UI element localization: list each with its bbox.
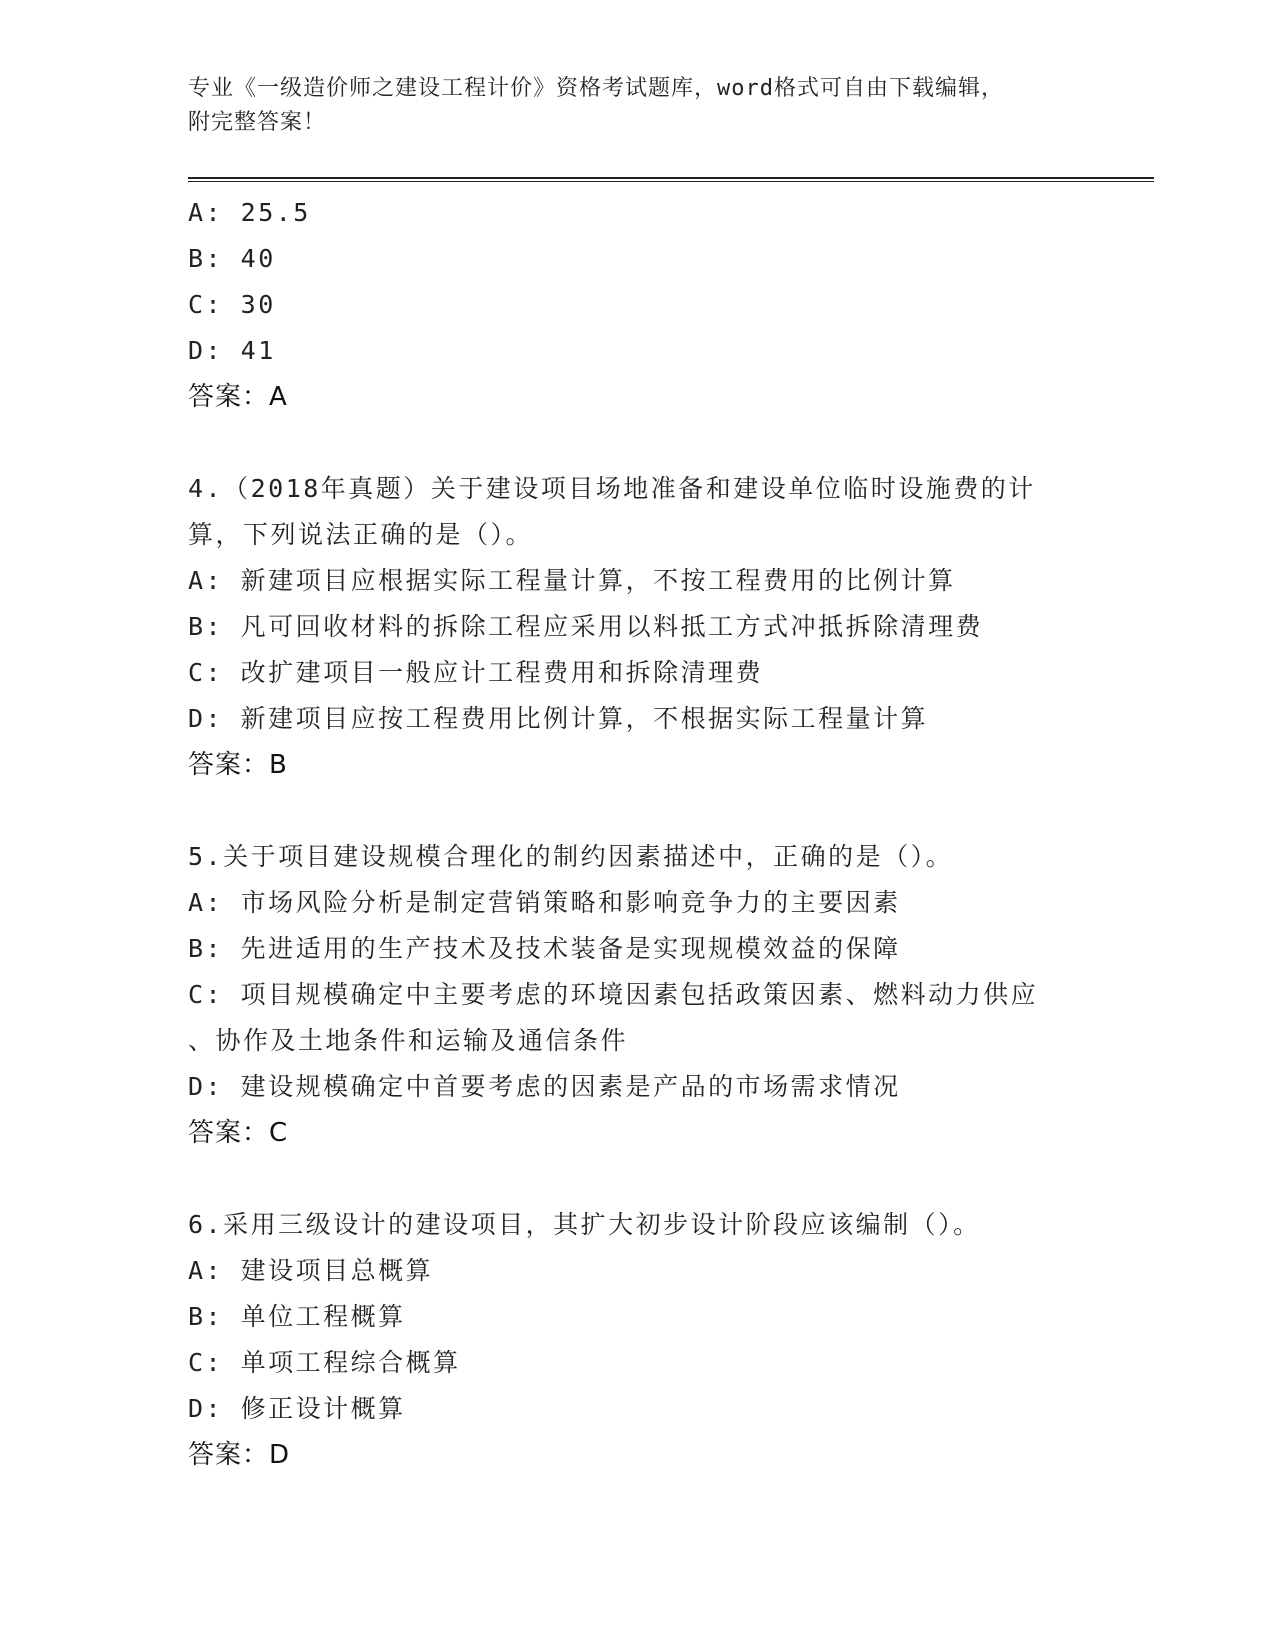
option-d: D: 修正设计概算 bbox=[188, 1394, 406, 1423]
spacer bbox=[188, 420, 1148, 466]
spacer bbox=[188, 788, 1148, 834]
option-c: C: 项目规模确定中主要考虑的环境因素包括政策因素、燃料动力供应 bbox=[188, 980, 1039, 1009]
document-header bbox=[188, 72, 1088, 140]
option-a: A: 建设项目总概算 bbox=[188, 1256, 434, 1285]
question-4 bbox=[188, 466, 1148, 788]
option-b: B: 40 bbox=[188, 244, 276, 273]
answer: 答案：C bbox=[188, 1118, 289, 1148]
option-b: B: 单位工程概算 bbox=[188, 1302, 406, 1331]
question-list bbox=[188, 190, 1148, 1478]
option-b: B: 先进适用的生产技术及技术装备是实现规模效益的保障 bbox=[188, 934, 901, 963]
option-c: C: 改扩建项目一般应计工程费用和拆除清理费 bbox=[188, 658, 764, 687]
header-line-1: 专业《一级造价师之建设工程计价》资格考试题库，word格式可自由下载编辑， bbox=[188, 76, 1004, 101]
question-stem: 4.（2018年真题）关于建设项目场地准备和建设单位临时设施费的计 bbox=[188, 474, 1036, 503]
option-c: C: 单项工程综合概算 bbox=[188, 1348, 461, 1377]
header-divider bbox=[188, 177, 1154, 182]
option-c-continued: 、协作及土地条件和运输及通信条件 bbox=[188, 1026, 629, 1055]
spacer bbox=[188, 1156, 1148, 1202]
question-stem: 5.关于项目建设规模合理化的制约因素描述中，正确的是（）。 bbox=[188, 842, 954, 871]
option-a: A: 25.5 bbox=[188, 198, 311, 227]
option-c: C: 30 bbox=[188, 290, 276, 319]
option-a: A: 市场风险分析是制定营销策略和影响竞争力的主要因素 bbox=[188, 888, 901, 917]
option-d: D: 建设规模确定中首要考虑的因素是产品的市场需求情况 bbox=[188, 1072, 901, 1101]
question-3 bbox=[188, 190, 1148, 420]
question-5 bbox=[188, 834, 1148, 1156]
question-stem: 6.采用三级设计的建设项目，其扩大初步设计阶段应该编制（）。 bbox=[188, 1210, 981, 1239]
question-6 bbox=[188, 1202, 1148, 1478]
option-b: B: 凡可回收材料的拆除工程应采用以料抵工方式冲抵拆除清理费 bbox=[188, 612, 984, 641]
option-d: D: 41 bbox=[188, 336, 276, 365]
answer: 答案：B bbox=[188, 750, 288, 780]
answer: 答案：D bbox=[188, 1440, 291, 1470]
question-stem-continued: 算，下列说法正确的是（）。 bbox=[188, 520, 534, 549]
option-a: A: 新建项目应根据实际工程量计算，不按工程费用的比例计算 bbox=[188, 566, 956, 595]
answer: 答案：A bbox=[188, 382, 288, 412]
option-d: D: 新建项目应按工程费用比例计算，不根据实际工程量计算 bbox=[188, 704, 929, 733]
header-line-2: 附完整答案！ bbox=[188, 110, 327, 135]
